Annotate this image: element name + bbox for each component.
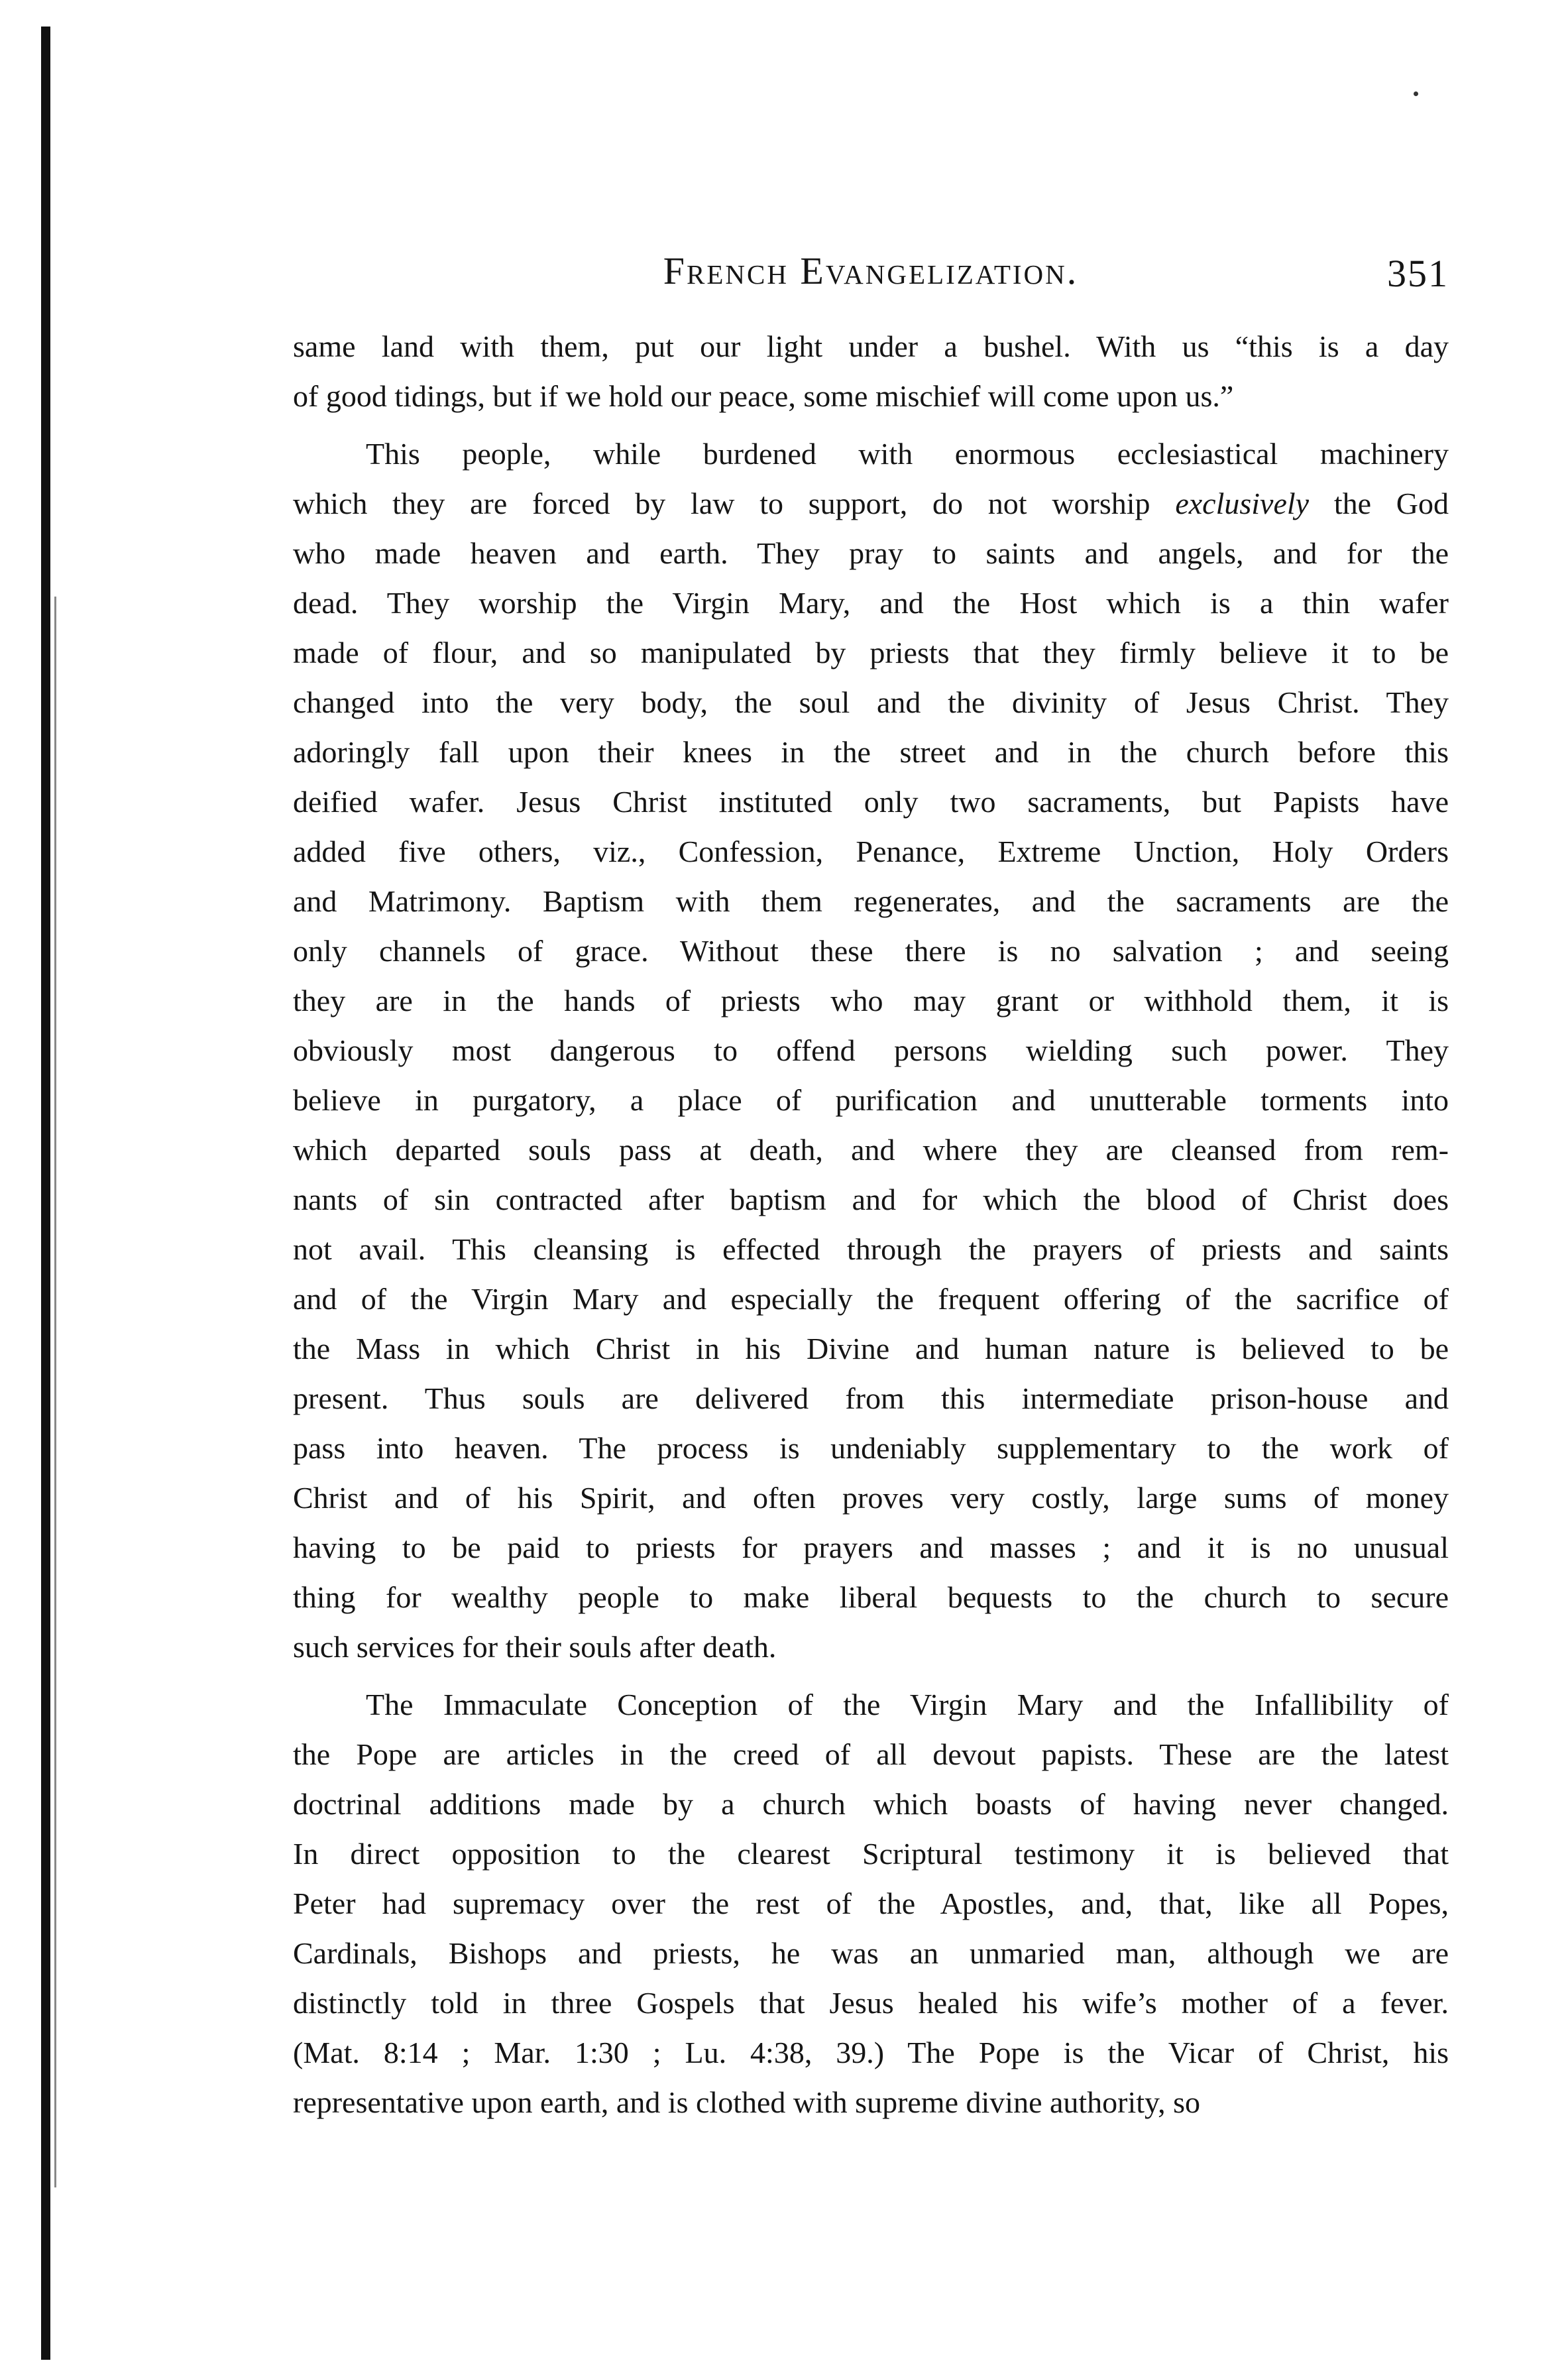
text-line: made of flour, and so manipulated by priests that they firmly believe it to be xyxy=(293,636,1449,669)
text-line: doctrinal additions made by a church which boasts of having never changed. xyxy=(293,1787,1449,1821)
text-line: which departed souls pass at death, and where they are cleansed from rem- xyxy=(293,1133,1449,1167)
scan-binding-edge xyxy=(41,27,50,2360)
text-line: having to be paid to priests for prayers and masses ; and it is no unusual xyxy=(293,1531,1449,1564)
page-number: 351 xyxy=(1387,252,1449,295)
text-line: added five others, viz., Confession, Penance, Extreme Unction, Holy Orders xyxy=(293,835,1449,868)
text-line: believe in purgatory, a place of purification and unutterable torments into xyxy=(293,1083,1449,1117)
text-line: same land with them, put our light under a bushel. With us “this is a day xyxy=(293,329,1449,363)
text-line: Christ and of his Spirit, and often proves very costly, large sums of money xyxy=(293,1481,1449,1515)
text-line: only channels of grace. Without these there is no salvation ; and seeing xyxy=(293,934,1449,968)
emphasis: exclusively xyxy=(1175,487,1310,520)
scan-speck xyxy=(1414,91,1418,96)
text-line: nants of sin contracted after baptism and for which the blood of Christ does xyxy=(293,1183,1449,1216)
running-title: French Evangelization. xyxy=(663,249,1079,292)
text-line: of good tidings, but if we hold our peace, some mischief will come upon us.” xyxy=(293,379,1234,413)
text-line: representative upon earth, and is clothed with supreme divine authority, so xyxy=(293,2085,1200,2119)
text-line: changed into the very body, the soul and the divinity of Jesus Christ. They xyxy=(293,685,1449,719)
paragraph xyxy=(293,1680,1449,2127)
text-line: Peter had supremacy over the rest of the Apostles, and, that, like all Popes, xyxy=(293,1886,1449,1920)
book-page xyxy=(293,242,1449,2127)
text-line: obviously most dangerous to offend persons wielding such power. They xyxy=(293,1033,1449,1067)
text-line: Cardinals, Bishops and priests, he was an unmaried man, although we are xyxy=(293,1936,1449,1970)
text-line: they are in the hands of priests who may grant or withhold them, it is xyxy=(293,984,1449,1017)
text-line: pass into heaven. The process is undeniably supplementary to the work of xyxy=(293,1431,1449,1465)
text-line: The Immaculate Conception of the Virgin Mary and the Infallibility of xyxy=(366,1688,1449,1721)
paragraph-gap xyxy=(293,1672,1449,1680)
text-line: who made heaven and earth. They pray to saints and angels, and for the xyxy=(293,536,1449,570)
text-line: (Mat. 8:14 ; Mar. 1:30 ; Lu. 4:38, 39.) The Pope is the Vicar of Christ, his xyxy=(293,2036,1449,2069)
text-line: present. Thus souls are delivered from this intermediate prison-house and xyxy=(293,1381,1449,1415)
text-line: In direct opposition to the clearest Scriptural testimony it is believed that xyxy=(293,1837,1449,1871)
text-line: deified wafer. Jesus Christ instituted only two sacraments, but Papists have xyxy=(293,785,1449,819)
body-text xyxy=(293,321,1449,2127)
text-line: distinctly told in three Gospels that Jesus healed his wife’s mother of a fever. xyxy=(293,1986,1449,2020)
page-header xyxy=(293,242,1449,302)
text-line: not avail. This cleansing is effected through the prayers of priests and saints xyxy=(293,1232,1449,1266)
text-line: adoringly fall upon their knees in the street and in the church before this xyxy=(293,735,1449,769)
text-line: such services for their souls after death. xyxy=(293,1630,777,1664)
text-line: and of the Virgin Mary and especially the frequent offering of the sacrifice of xyxy=(293,1282,1449,1316)
text-line: and Matrimony. Baptism with them regenerates, and the sacraments are the xyxy=(293,884,1449,918)
text-line: the Mass in which Christ in his Divine and human nature is believed to be xyxy=(293,1332,1449,1365)
text-line: which they are forced by law to support, do not worship exclusively the God xyxy=(293,487,1449,520)
text-line: This people, while burdened with enormous ecclesiastical machinery xyxy=(366,437,1449,471)
text-line: the Pope are articles in the creed of all devout papists. These are the latest xyxy=(293,1737,1449,1771)
paragraph-gap xyxy=(293,421,1449,429)
paragraph xyxy=(293,429,1449,1672)
text-line: thing for wealthy people to make liberal bequests to the church to secure xyxy=(293,1580,1449,1614)
scan-edge-shadow xyxy=(54,597,56,2187)
text-line: dead. They worship the Virgin Mary, and the Host which is a thin wafer xyxy=(293,586,1449,620)
paragraph xyxy=(293,321,1449,421)
